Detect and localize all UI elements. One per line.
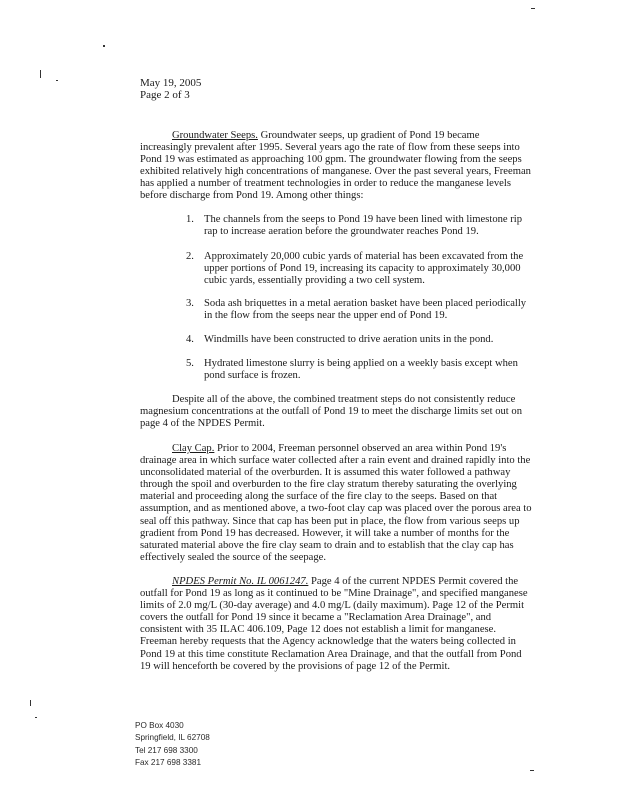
scan-mark <box>531 8 535 9</box>
paragraph-line: seal off this pathway. Since that cap has been put in place, the flow from various seeps up <box>140 515 520 527</box>
groundwater-heading: Groundwater Seeps. <box>172 130 258 141</box>
paragraph-line: limits of 2.0 mg/L (30-day average) and 4.0 mg/L (daily maximum). Page 12 of the Permit <box>140 600 525 612</box>
list-item-number: 4. <box>186 334 194 345</box>
footer-address <box>135 720 210 769</box>
list-line: rap to increase aeration before the groundwater reaches Pond 19. <box>204 226 479 238</box>
paragraph-line: consistent with 35 ILAC 406.109, Page 12 does not establish a limit for manganese. <box>140 624 497 636</box>
list-item-number: 2. <box>186 251 194 262</box>
claycap-first-line: Prior to 2004, Freeman personnel observed an area within Pond 19's <box>217 443 507 454</box>
list-line: cubic yards, essentially providing a two cell system. <box>204 275 425 287</box>
paragraph-line: gradient from Pond 19 has decreased. However, it will take a number of months for the <box>140 527 510 539</box>
list-line: Hydrated limestone slurry is being applied on a weekly basis except when <box>204 358 518 369</box>
scan-mark <box>35 717 37 718</box>
groundwater-first-line: Groundwater seeps, up gradient of Pond 19 became <box>260 130 480 141</box>
scan-mark <box>30 700 31 706</box>
list-item <box>204 358 518 382</box>
list-line: Soda ash briquettes in a metal aeration basket have been placed periodically <box>204 298 527 309</box>
paragraph-line: has applied a number of treatment technologies in order to reduce the manganese levels <box>140 178 511 190</box>
scan-mark <box>103 45 105 47</box>
claycap-paragraph <box>140 443 532 564</box>
paragraph-line: effectively sealed the source of the seepage. <box>140 551 326 563</box>
list-item-number: 1. <box>186 214 194 225</box>
groundwater-paragraph <box>140 130 531 203</box>
list-line: pond surface is frozen. <box>204 370 301 382</box>
paragraph-line: Pond 19 at this time constitute Reclamation Area Drainage, and that the outfall from Pond <box>140 648 522 660</box>
list-line: Approximately 20,000 cubic yards of material has been excavated from the <box>204 251 524 262</box>
scan-mark <box>40 70 41 78</box>
despite-paragraph <box>140 394 522 430</box>
npdes-first-line: Page 4 of the current NPDES Permit covered the <box>311 576 519 587</box>
scan-mark <box>56 80 58 81</box>
paragraph-line: Freeman hereby requests that the Agency acknowledge that the waters being collected in <box>140 636 516 648</box>
paragraph-line: page 4 of the NPDES Permit. <box>140 418 265 430</box>
footer-line: Tel 217 698 3300 <box>135 745 198 755</box>
paragraph-line: covers the outfall for Pond 19 since it became a "Reclamation Area Drainage", and <box>140 612 492 624</box>
paragraph-line: drainage area in which surface water collected after a rain event and drained rapidly into the <box>140 455 531 467</box>
npdes-heading: NPDES Permit No. IL 0061247. <box>172 576 309 587</box>
paragraph-line: assumption, and as mentioned above, a two-foot clay cap was placed over the porous area to <box>140 503 532 515</box>
page-number: Page 2 of 3 <box>140 89 190 101</box>
list-line: in the flow from the seeps near the upper end of Pond 19. <box>204 310 448 322</box>
paragraph-line: before discharge from Pond 19. Among other things: <box>140 190 364 202</box>
claycap-heading: Clay Cap. <box>172 443 215 454</box>
list-line: upper portions of Pond 19, increasing its capacity to approximately 30,000 <box>204 263 521 275</box>
paragraph-line: material and proceeding along the surface of the fire clay to the seeps. Based on that <box>140 491 498 503</box>
list-item <box>204 251 523 287</box>
paragraph-line: magnesium concentrations at the outfall of Pond 19 to meet the discharge limits set out on <box>140 406 522 418</box>
paragraph-line: exhibited relatively high concentrations of manganese. Over the past several years, Freeman <box>140 166 531 178</box>
list-item <box>204 214 522 238</box>
paragraph-line: 19 will henceforth be covered by the provisions of page 12 of the Permit. <box>140 660 451 672</box>
paragraph-line: saturated material above the fire clay seam to drain and to establish that the clay cap has <box>140 539 514 551</box>
letter-date: May 19, 2005 <box>140 77 202 89</box>
paragraph-line: through the spoil and overburden to the fire clay stratum thereby saturating the overlying <box>140 479 517 491</box>
footer-line: PO Box 4030 <box>135 721 184 730</box>
paragraph-line: Pond 19 was estimated as approaching 100 gpm. The groundwater flowing from the seeps <box>140 154 522 166</box>
list-item-number: 5. <box>186 358 194 369</box>
list-line: The channels from the seeps to Pond 19 have been lined with limestone rip <box>204 214 523 225</box>
list-line: Windmills have been constructed to drive aeration units in the pond. <box>204 334 494 345</box>
footer-line: Springfield, IL 62708 <box>135 733 210 743</box>
list-item <box>204 298 526 322</box>
paragraph-line: Despite all of the above, the combined treatment steps do not consistently reduce <box>172 394 516 405</box>
paragraph-line: increasingly prevalent after 1995. Several years ago the rate of flow from these seeps into <box>140 142 520 154</box>
list-item-number: 3. <box>186 298 194 309</box>
npdes-paragraph <box>140 576 528 673</box>
scan-mark <box>530 770 534 771</box>
list-item <box>204 334 493 346</box>
footer-line: Fax 217 698 3381 <box>135 757 202 767</box>
paragraph-line: unconsolidated material of the overburden. It is assumed this water followed a pathway <box>140 467 511 479</box>
paragraph-line: outfall for Pond 19 as long as it continued to be "Mine Drainage", and specified manganese <box>140 588 528 600</box>
